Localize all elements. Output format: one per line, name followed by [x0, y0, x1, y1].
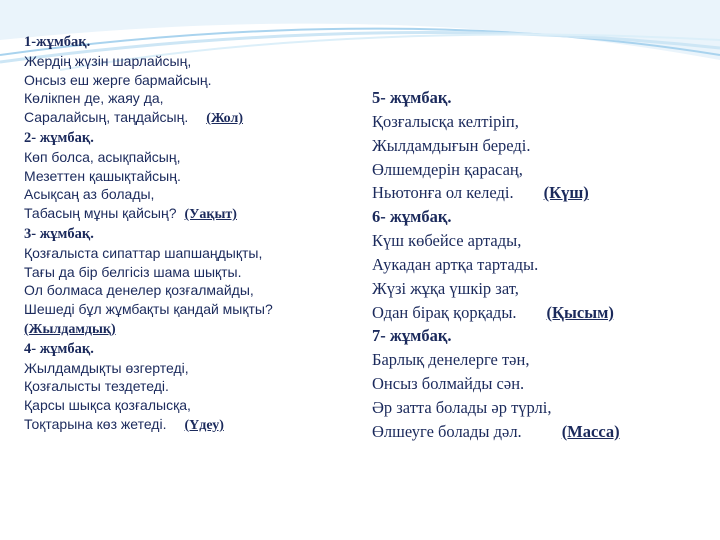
riddle-line: Қозғалысқа келтіріп, — [372, 111, 519, 131]
riddle-line: Өлшемдерін қарасаң, — [372, 159, 523, 179]
riddle-title: 5- жұмбақ. — [372, 88, 452, 107]
riddle-2 — [24, 129, 273, 225]
riddle-line: Тоқтарына көз жетеді. — [24, 415, 167, 432]
riddle-7 — [372, 324, 620, 443]
riddle-line: Одан бірақ қорқады. — [372, 302, 517, 322]
riddles-left-column — [24, 33, 273, 436]
riddle-line: Онсыз еш жерге бармайсың. — [24, 71, 212, 88]
riddle-title: 6- жұмбақ. — [372, 207, 452, 227]
riddle-title: 1-жұмбақ. — [24, 34, 91, 50]
riddle-line: Қозғалысты тездетеді. — [24, 378, 169, 395]
riddle-line: Қозғалыста сипаттар шапшаңдықты, — [24, 244, 263, 261]
riddle-line: Әр затта болады әр түрлі, — [372, 397, 552, 417]
riddle-line: Жүзі жұқа үшкір зат, — [372, 278, 519, 298]
riddle-line: Табасың мұны қайсың? — [24, 205, 177, 222]
riddle-4 — [24, 340, 273, 436]
riddle-line: Жылдамдықты өзгертеді, — [24, 359, 189, 376]
riddle-line: Қарсы шықса қозғалысқа, — [24, 397, 191, 414]
riddle-line: Тағы да бір белгісіз шама шықты. — [24, 263, 242, 280]
riddle-line: Жылдамдығын береді. — [372, 135, 531, 155]
riddle-line: Көп болса, асықпайсың, — [24, 148, 181, 165]
riddle-1 — [24, 33, 273, 129]
riddle-answer: (Күш) — [543, 183, 589, 203]
riddle-5 — [372, 86, 620, 205]
riddle-line: Өлшеуге болады дәл. — [372, 421, 522, 441]
riddle-6 — [372, 205, 620, 324]
riddle-line: Шешеді бұл жұмбақты қандай мықты? — [24, 301, 273, 318]
riddle-line: Онсыз болмайды сән. — [372, 374, 525, 394]
riddle-answer: (Жылдамдық) — [24, 321, 116, 337]
riddle-title: 2- жұмбақ. — [24, 129, 94, 146]
riddle-3 — [24, 225, 273, 340]
riddle-title: 3- жұмбақ. — [24, 225, 94, 242]
riddle-answer: (Жол) — [206, 111, 244, 127]
riddle-line: Жердің жүзін шарлайсың, — [24, 52, 192, 69]
riddle-line: Аукадан артқа тартады. — [372, 254, 539, 274]
riddle-title: 4- жұмбақ. — [24, 340, 94, 357]
riddle-line: Ньютонға ол келеді. — [372, 183, 514, 203]
riddle-line: Асықсаң аз болады, — [24, 186, 155, 203]
riddles-right-column — [372, 86, 620, 444]
riddle-line: Саралайсың, таңдайсың. — [24, 109, 189, 126]
riddle-answer: (Масса) — [561, 421, 620, 441]
riddle-line: Барлық денелерге тән, — [372, 350, 530, 370]
riddle-line: Ол болмаса денелер қозғалмайды, — [24, 282, 254, 299]
riddle-line: Күш көбейсе артады, — [372, 231, 522, 251]
riddle-title: 7- жұмбақ. — [372, 326, 452, 346]
riddle-answer: (Қысым) — [546, 302, 614, 322]
riddle-line: Көлікпен де, жаяу да, — [24, 90, 164, 107]
riddle-answer: (Үдеу) — [184, 417, 224, 433]
riddle-line: Мезеттен қашықтайсың. — [24, 167, 181, 184]
riddle-answer: (Уақыт) — [184, 207, 237, 223]
